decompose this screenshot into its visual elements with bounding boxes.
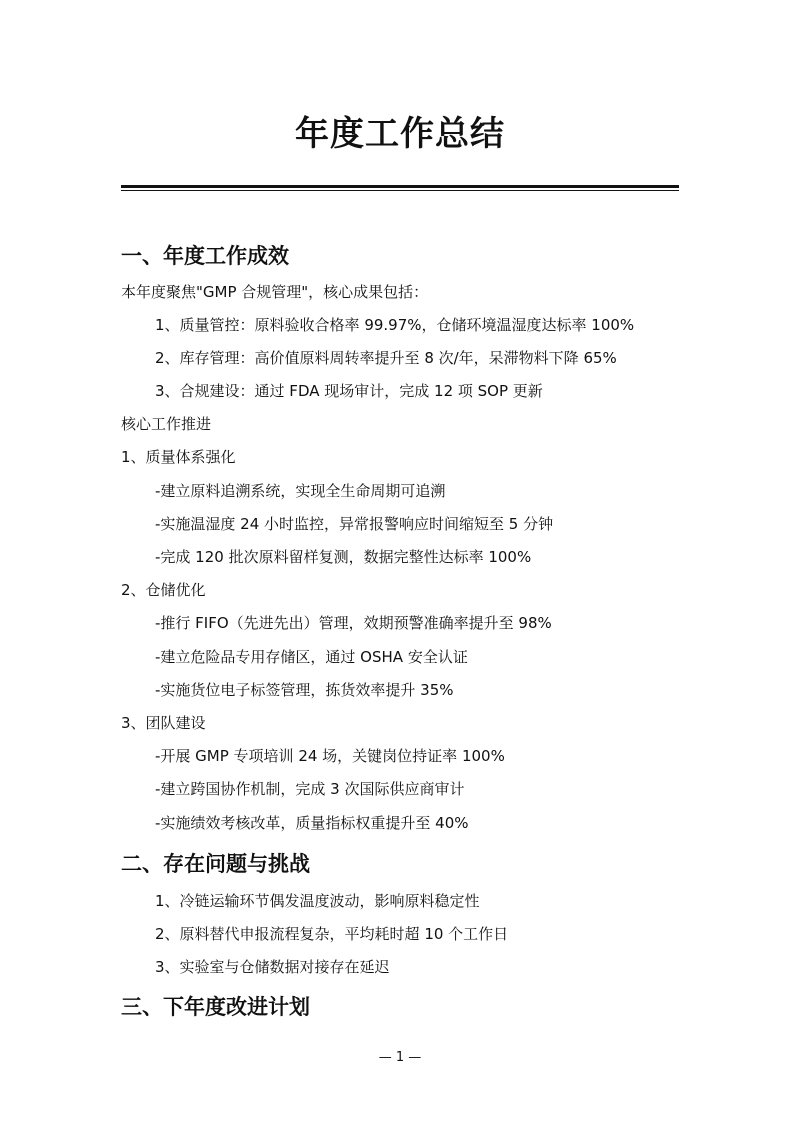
achievement-item-inventory: 2、库存管理：高价值原料周转率提升至 8 次/年，呆滞物料下降 65% <box>155 349 617 367</box>
section-heading-achievements: 一、年度工作成效 <box>121 244 289 268</box>
subheading-quality-system: 1、质量体系强化 <box>121 448 236 466</box>
title-divider-thin <box>121 190 679 191</box>
problem-item: 2、原料替代申报流程复杂，平均耗时超 10 个工作日 <box>155 925 509 943</box>
section-heading-plan: 三、下年度改进计划 <box>121 995 310 1019</box>
list-item: -实施绩效考核改革，质量指标权重提升至 40% <box>155 814 469 832</box>
list-item: -实施温湿度 24 小时监控，异常报警响应时间缩短至 5 分钟 <box>155 515 554 533</box>
page-number: — 1 — <box>378 1050 422 1065</box>
problem-item: 1、冷链运输环节偶发温度波动，影响原料稳定性 <box>155 892 480 910</box>
list-item: -完成 120 批次原料留样复测，数据完整性达标率 100% <box>155 548 532 566</box>
list-item: -建立跨国协作机制，完成 3 次国际供应商审计 <box>155 780 465 798</box>
problem-item: 3、实验室与仓储数据对接存在延迟 <box>155 958 390 976</box>
intro-line: 本年度聚焦"GMP 合规管理"，核心成果包括： <box>121 283 429 301</box>
list-item: -推行 FIFO（先进先出）管理，效期预警准确率提升至 98% <box>155 614 552 632</box>
list-item: -实施货位电子标签管理，拣货效率提升 35% <box>155 681 454 699</box>
document-title: 年度工作总结 <box>295 114 505 154</box>
title-divider-thick <box>121 185 679 188</box>
achievement-item-compliance: 3、合规建设：通过 FDA 现场审计，完成 12 项 SOP 更新 <box>155 382 543 400</box>
subheading-core-work: 核心工作推进 <box>121 415 212 433</box>
list-item: -建立危险品专用存储区，通过 OSHA 安全认证 <box>155 648 468 666</box>
list-item: -建立原料追溯系统，实现全生命周期可追溯 <box>155 482 446 500</box>
subheading-team: 3、团队建设 <box>121 714 206 732</box>
list-item: -开展 GMP 专项培训 24 场，关键岗位持证率 100% <box>155 747 505 765</box>
subheading-warehouse: 2、仓储优化 <box>121 581 206 599</box>
section-heading-problems: 二、存在问题与挑战 <box>121 852 310 876</box>
achievement-item-quality: 1、质量管控：原料验收合格率 99.97%，仓储环境温湿度达标率 100% <box>155 316 635 334</box>
